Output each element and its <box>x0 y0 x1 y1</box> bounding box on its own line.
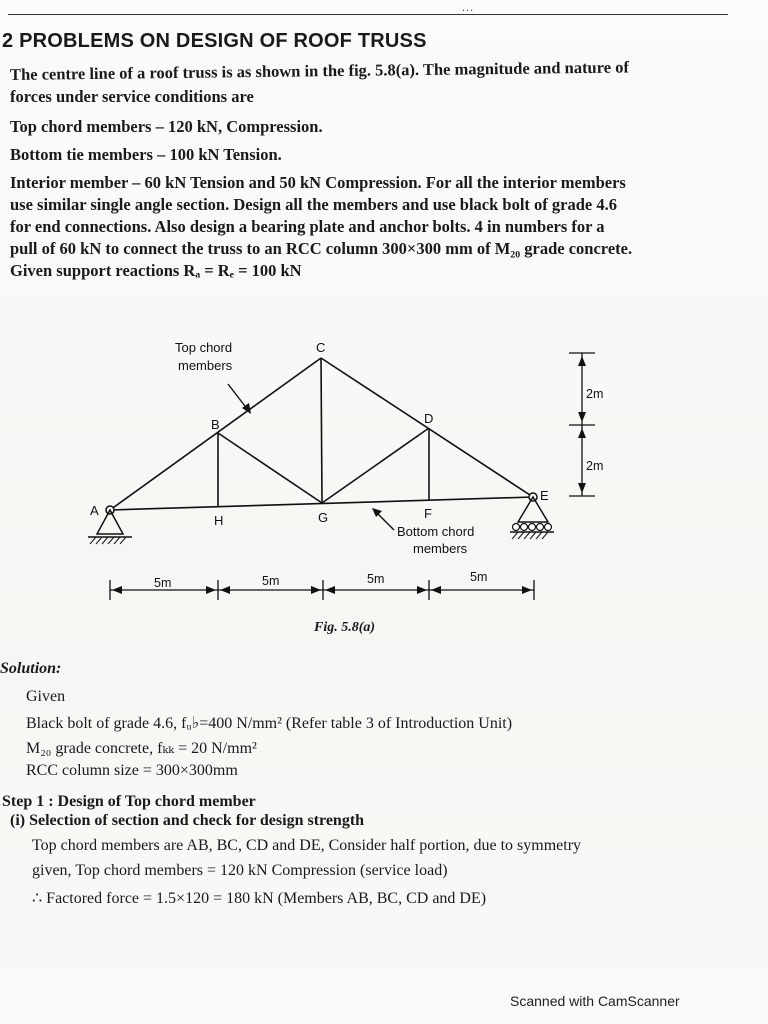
span-dim-hg: 5m <box>262 574 280 588</box>
problem-line: pull of 60 kN to connect the truss to an RCC column 300×300 mm of M₂₀ grade concrete. <box>10 239 633 258</box>
header-fragment: ... <box>462 2 475 14</box>
truss-members <box>110 358 533 510</box>
scanner-watermark: Scanned with CamScanner <box>510 993 680 1009</box>
problem-line: use similar single angle section. Design all the members and use black bolt of grade 4.6 <box>10 195 617 214</box>
step1-substep-title: (i) Selection of section and check for design strength <box>10 812 365 829</box>
bottom-chord-arrow-shaft <box>376 512 394 530</box>
support-e-hatch <box>512 532 548 539</box>
height-dim-lower: 2m <box>586 459 604 473</box>
dim-arrow <box>578 428 586 438</box>
node-label-c: C <box>316 340 326 355</box>
step1-line: given, Top chord members = 120 kN Compression (service load) <box>32 862 448 879</box>
span-dim-gf: 5m <box>367 572 385 586</box>
member-dg <box>322 428 429 503</box>
problem-line: forces under service conditions are <box>10 87 254 106</box>
problem-line: Top chord members – 120 kN, Compression. <box>10 117 323 136</box>
problem-line: Bottom tie members – 100 kN Tension. <box>10 145 282 164</box>
height-dim-upper: 2m <box>586 387 604 401</box>
given-label: Given <box>26 688 66 705</box>
top-chord-left <box>110 358 321 510</box>
figure-caption: Fig. 5.8(a) <box>314 620 376 635</box>
node-label-g: G <box>318 510 329 525</box>
height-dimension <box>569 353 595 496</box>
section-heading: 2 PROBLEMS ON DESIGN OF ROOF TRUSS <box>2 30 427 52</box>
dim-arrow <box>578 483 586 493</box>
step1-line: ∴ Factored force = 1.5×120 = 180 kN (Members AB, BC, CD and DE) <box>32 890 487 907</box>
span-dim-fe: 5m <box>470 570 488 584</box>
bottom-chord-label-line1: Bottom chord <box>397 524 475 539</box>
node-label-h: H <box>214 513 224 528</box>
member-bg <box>218 433 322 503</box>
support-e-rollers <box>513 524 552 531</box>
problem-line: Given support reactions Rₐ = Rₑ = 100 kN <box>10 261 302 280</box>
problem-line: Interior member – 60 kN Tension and 50 kN Compression. For all the interior members <box>10 173 626 192</box>
span-dim-ah: 5m <box>154 576 172 590</box>
given-line: RCC column size = 300×300mm <box>26 762 238 779</box>
dim-arrow <box>578 412 586 422</box>
top-chord-right <box>321 358 533 497</box>
problem-line: The centre line of a roof truss is as shown in the fig. 5.8(a). The magnitude and nature of <box>9 57 630 84</box>
problem-line: for end connections. Also design a bearing plate and anchor bolts. 4 in numbers for a <box>10 217 605 236</box>
top-chord-label-line2: members <box>178 358 233 373</box>
step1-line: Top chord members are AB, BC, CD and DE, Consider half portion, due to symmetry <box>32 837 582 854</box>
node-label-b: B <box>211 417 220 432</box>
node-label-e: E <box>540 488 549 503</box>
node-label-f: F <box>424 506 432 521</box>
node-label-a: A <box>90 503 99 518</box>
step1-title: Step 1 : Design of Top chord member <box>2 793 256 810</box>
bottom-chord-label-line2: members <box>413 541 468 556</box>
given-line: Black bolt of grade 4.6, fᵤ♭=400 N/mm² (Refer table 3 of Introduction Unit) <box>26 715 513 732</box>
solution-label: Solution: <box>0 660 62 677</box>
given-line: M₂₀ grade concrete, fₖₖ = 20 N/mm² <box>26 740 257 757</box>
dim-arrow <box>578 356 586 366</box>
top-chord-label-line1: Top chord <box>175 340 233 355</box>
member-cg <box>321 358 322 503</box>
node-label-d: D <box>424 411 434 426</box>
support-a-hatch <box>90 537 126 544</box>
